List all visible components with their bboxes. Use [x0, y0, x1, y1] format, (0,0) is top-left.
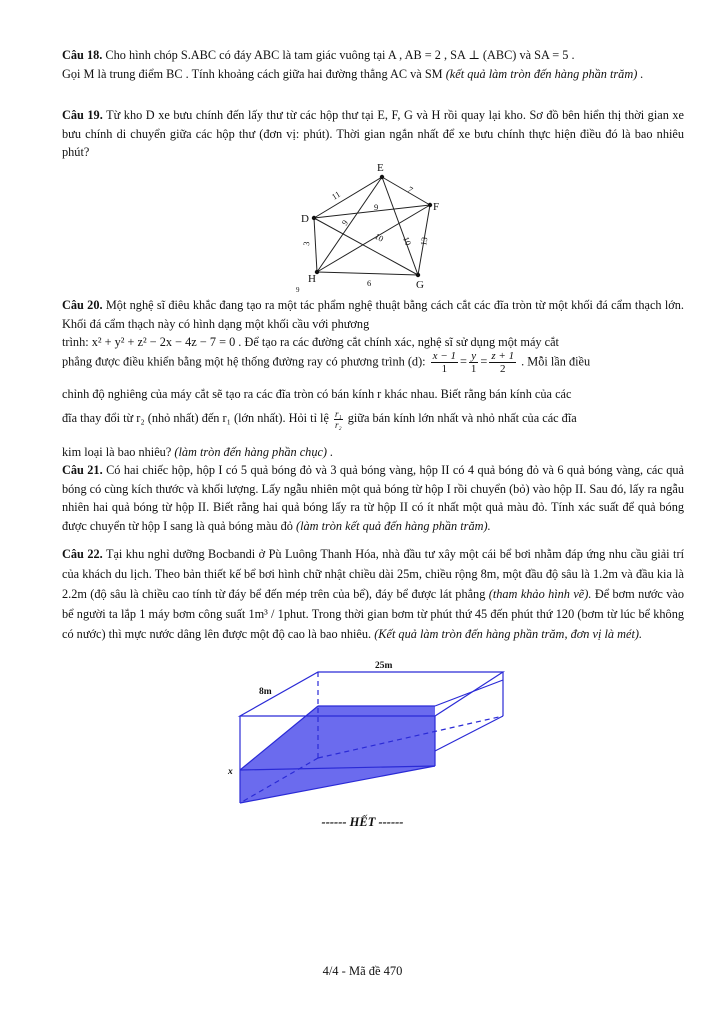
edge-label-DF: 9: [374, 202, 379, 212]
q20-p2: trình: x² + y² + z² − 2x − 4z − 7 = 0 . Để tạo ra các đường cắt chính xác, nghệ sĩ sử dụng một máy cắt: [62, 335, 559, 350]
q21-label: Câu 21.: [62, 463, 103, 477]
edge-label-FG: 13: [418, 236, 430, 247]
q21-text: Có hai chiếc hộp, hộp I có 5 quả bóng đỏ và 3 quả bóng vàng, hộp II có 4 quả bóng đỏ và 6 quả bóng vàng, các quả bóng có cùng kích thước và khối lượng. Lấy ngẫu nhiên một quả bóng từ hộp I rồi chuyển (bỏ) vào hộp II. Sau đó, lấy ra ngẫu nhiên hai quả bóng từ hộp II. Biết rằng hai quả bóng lấy ra từ hộp II có ít nhất một quả màu đỏ. Tính xác suất để quả bóng được chuyển từ hộp I sang là quả bóng màu đỏ: [62, 463, 684, 533]
page-footer: 4/4 - Mã đề 470: [322, 964, 403, 978]
edge-label-extra: 9: [296, 286, 300, 292]
question-21: [62, 461, 684, 535]
node-F: F: [433, 201, 440, 213]
q20-p3b: . Mỗi lần điều: [521, 354, 591, 369]
q20-label: Câu 20.: [62, 298, 103, 312]
pool-figure: [225, 658, 515, 808]
eq-frac-y: $\frac{y}{1}$: [470, 350, 477, 375]
q22-text1note: (tham khảo hình vẽ).: [488, 587, 592, 601]
question-20: [62, 296, 684, 352]
q20-p3a: phẳng được điều khiển bằng một hệ thống đường ray có phương trình (d):: [62, 354, 426, 369]
q20-line-d: phẳng được điều khiển bằng một hệ thống đường ray có phương trình (d): $\frac{x - 1}{1}$ = $\frac{y}{1}$ = $\frac{z + 1}{2}$ . Mỗi lần điều: [62, 350, 591, 375]
q22-label: Câu 22.: [62, 547, 103, 561]
q20-line-6: [62, 443, 684, 462]
end-marker: ------ HẾT ------: [321, 815, 404, 829]
ratio-frac: $\frac{\text{r₁}}{\text{r₂}}$: [335, 408, 342, 430]
node-H: H: [308, 273, 316, 285]
question-22: [62, 544, 684, 644]
edge-label-HG: 6: [367, 278, 372, 288]
q22-note: (Kết quả làm tròn đến hàng phần trăm, đơn vị là mét).: [374, 627, 643, 641]
edge-label-DG: 10: [373, 230, 386, 244]
q19-label: Câu 19.: [62, 108, 103, 122]
q18-label: Câu 18.: [62, 48, 103, 62]
q18-line2: Gọi M là trung điểm BC . Tính khoảng cách giữa hai đường thẳng AC và SM: [62, 66, 443, 81]
q19-text: Từ kho D xe bưu chính đến lấy thư từ các hộp thư tại E, F, G và H rồi quay lại kho. Sơ đồ bên hiển thị thời gian xe bưu chính di chuyển giữa các hộp thư (đơn vị: phút). Thời gian ngắn nhất để xe bưu chính thực hiện điều đó là bao nhiêu phút?: [62, 108, 684, 160]
q20-p5a: đĩa thay đổi từ r₂ (nhỏ nhất) đến r₁ (lớn nhất). Hỏi tỉ lệ: [62, 411, 329, 425]
question-19: [62, 106, 684, 162]
edge-label-EF: 7: [406, 184, 415, 195]
q20-line-5: [62, 407, 684, 430]
q18-note: (kết quả làm tròn đến hàng phần trăm) .: [445, 66, 644, 81]
node-E: E: [377, 162, 384, 174]
q18-line1: Cho hình chóp S.ABC có đáy ABC là tam giác vuông tại A , AB = 2 , SA ⊥ (ABC) và SA = 5 .: [105, 48, 575, 62]
q20-line-4: [62, 385, 684, 404]
postal-route-graph: [290, 160, 440, 292]
edge-label-EH: 9: [339, 217, 351, 228]
pool-depth-var: x: [228, 767, 233, 777]
q20-p6a: kim loại là bao nhiêu?: [62, 445, 172, 459]
pool-length-label: 25m: [375, 661, 393, 671]
q20-p1: Một nghệ sĩ điêu khắc đang tạo ra một tác phẩm nghệ thuật bằng cách cắt các đĩa tròn từ một khối đá cẩm thạch lớn. Khối đá cẩm thạch này có hình dạng một khối cầu với phương: [62, 298, 684, 331]
q22-text2: Để bơm nước vào bể người ta lắp 1 máy bơm công suất 1m³ / 1phut. Trong thời gian bơm từ phút thứ 45 đến phút thứ 120 (bơm từ lúc bể không có nước) thì mực nước dâng lên được một độ cao là bao nhiêu.: [62, 587, 685, 641]
q21-note: (làm tròn kết quả đến hàng phần trăm).: [295, 518, 491, 533]
node-D: D: [301, 213, 309, 225]
pool-width-label: 8m: [259, 687, 272, 697]
question-18: [62, 46, 684, 83]
q22-text1: Tại khu nghỉ dưỡng Bocbandi ở Pù Luông Thanh Hóa, nhà đầu tư xây một cái bể bơi nhằm đáp ứng nhu cầu giải trí của khách du lịch. Theo bản thiết kế bể bơi hình chữ nhật chiều dài 25m, chiều rộng 8m, một đầu độ sâu là 1.2m và đầu kia là 2.2m (độ sâu là chiều cao tính từ đáy bể đến mép trên của bể), đáy bể được lát phẳng: [62, 547, 684, 601]
eq-frac-x: $\frac{x - 1}{1}$: [432, 350, 456, 375]
q20-p5b: giữa bán kính lớn nhất và nhỏ nhất của các đĩa: [347, 411, 577, 425]
edge-label-EG: 10: [401, 235, 414, 247]
edge-label-DH: 3: [301, 241, 312, 247]
q20-p6note: (làm tròn đến hàng phần chục) .: [174, 445, 334, 459]
eq-frac-z: $\frac{z + 1}{2}$: [491, 350, 515, 375]
node-G: G: [416, 279, 424, 291]
q20-p4: chỉnh độ nghiêng của máy cắt sẽ tạo ra các đĩa tròn có bán kính r khác nhau. Biết rằng bán kính của các: [62, 387, 572, 401]
edge-label-ED: 11: [329, 188, 343, 202]
